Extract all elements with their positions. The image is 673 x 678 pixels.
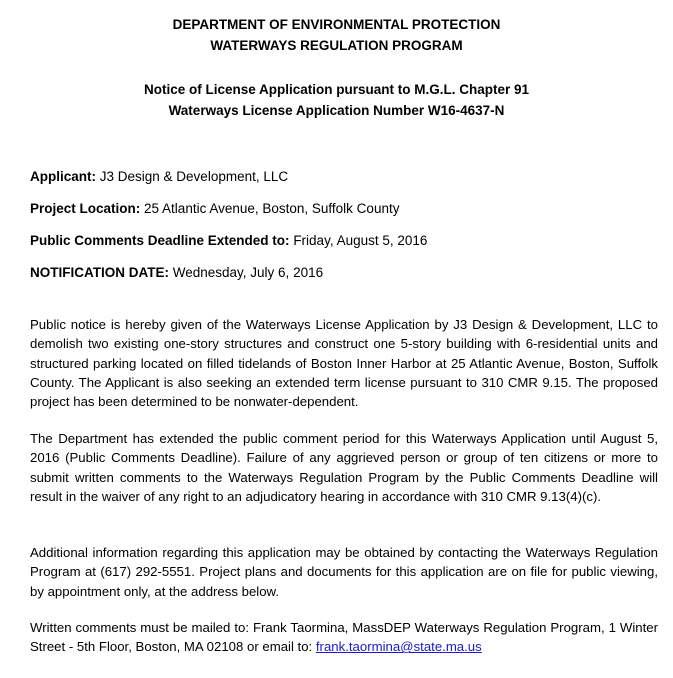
deadline-value: Friday, August 5, 2016 xyxy=(293,233,428,248)
notification-date-label: NOTIFICATION DATE: xyxy=(30,265,169,280)
applicant-label: Applicant: xyxy=(30,169,96,184)
additional-info-paragraph: Additional information regarding this application may be obtained by contacting the Waterways Regulation Program at (617) 292-5551. Project plans and documents for this application are on file for public viewing, by appointment only, at the address below. xyxy=(30,545,658,599)
deadline-field xyxy=(30,232,427,250)
deadline-label: Public Comments Deadline Extended to: xyxy=(30,233,290,248)
written-comments-text: Written comments must be mailed to: Frank Taormina, MassDEP Waterways Regulation Program, 1 Winter Street - 5th Floor, Boston, MA 02108 or email to: xyxy=(30,620,658,655)
notification-date-field xyxy=(30,264,323,282)
notice-title: Notice of License Application pursuant to M.G.L. Chapter 91 xyxy=(143,82,530,97)
department-heading: DEPARTMENT OF ENVIRONMENTAL PROTECTION xyxy=(172,17,501,32)
program-heading: WATERWAYS REGULATION PROGRAM xyxy=(210,38,463,53)
public-notice-paragraph: Public notice is hereby given of the Waterways License Application by J3 Design & Development, LLC to demolish two existing one-story structures and construct one 5-story building with 6-residential units and structured parking located on filled tidelands of Boston Inner Harbor at 25 Atlantic Avenue, Boston, Suffolk County. The Applicant is also seeking an extended term license pursuant to 310 CMR 9.15. The proposed project has been determined to be nonwater-dependent. xyxy=(30,317,658,410)
applicant-field xyxy=(30,168,288,186)
application-number-title: Waterways License Application Number W16-4637-N xyxy=(168,103,505,118)
applicant-value: J3 Design & Development, LLC xyxy=(99,169,289,184)
email-link[interactable]: frank.taormina@state.ma.us xyxy=(315,639,482,655)
comment-period-paragraph: The Department has extended the public comment period for this Waterways Application until August 5, 2016 (Public Comments Deadline). Failure of any aggrieved person or group of ten citizens or more to submit written comments to the Waterways Regulation Program by the Public Comments Deadline will result in the waiver of any right to an adjudicatory hearing in accordance with 310 CMR 9.13(4)(c). xyxy=(30,431,658,504)
project-location-field xyxy=(30,200,399,218)
project-location-label: Project Location: xyxy=(30,201,141,216)
notification-date-value: Wednesday, July 6, 2016 xyxy=(172,265,324,280)
written-comments-paragraph xyxy=(30,618,658,657)
project-location-value: 25 Atlantic Avenue, Boston, Suffolk County xyxy=(144,201,400,216)
